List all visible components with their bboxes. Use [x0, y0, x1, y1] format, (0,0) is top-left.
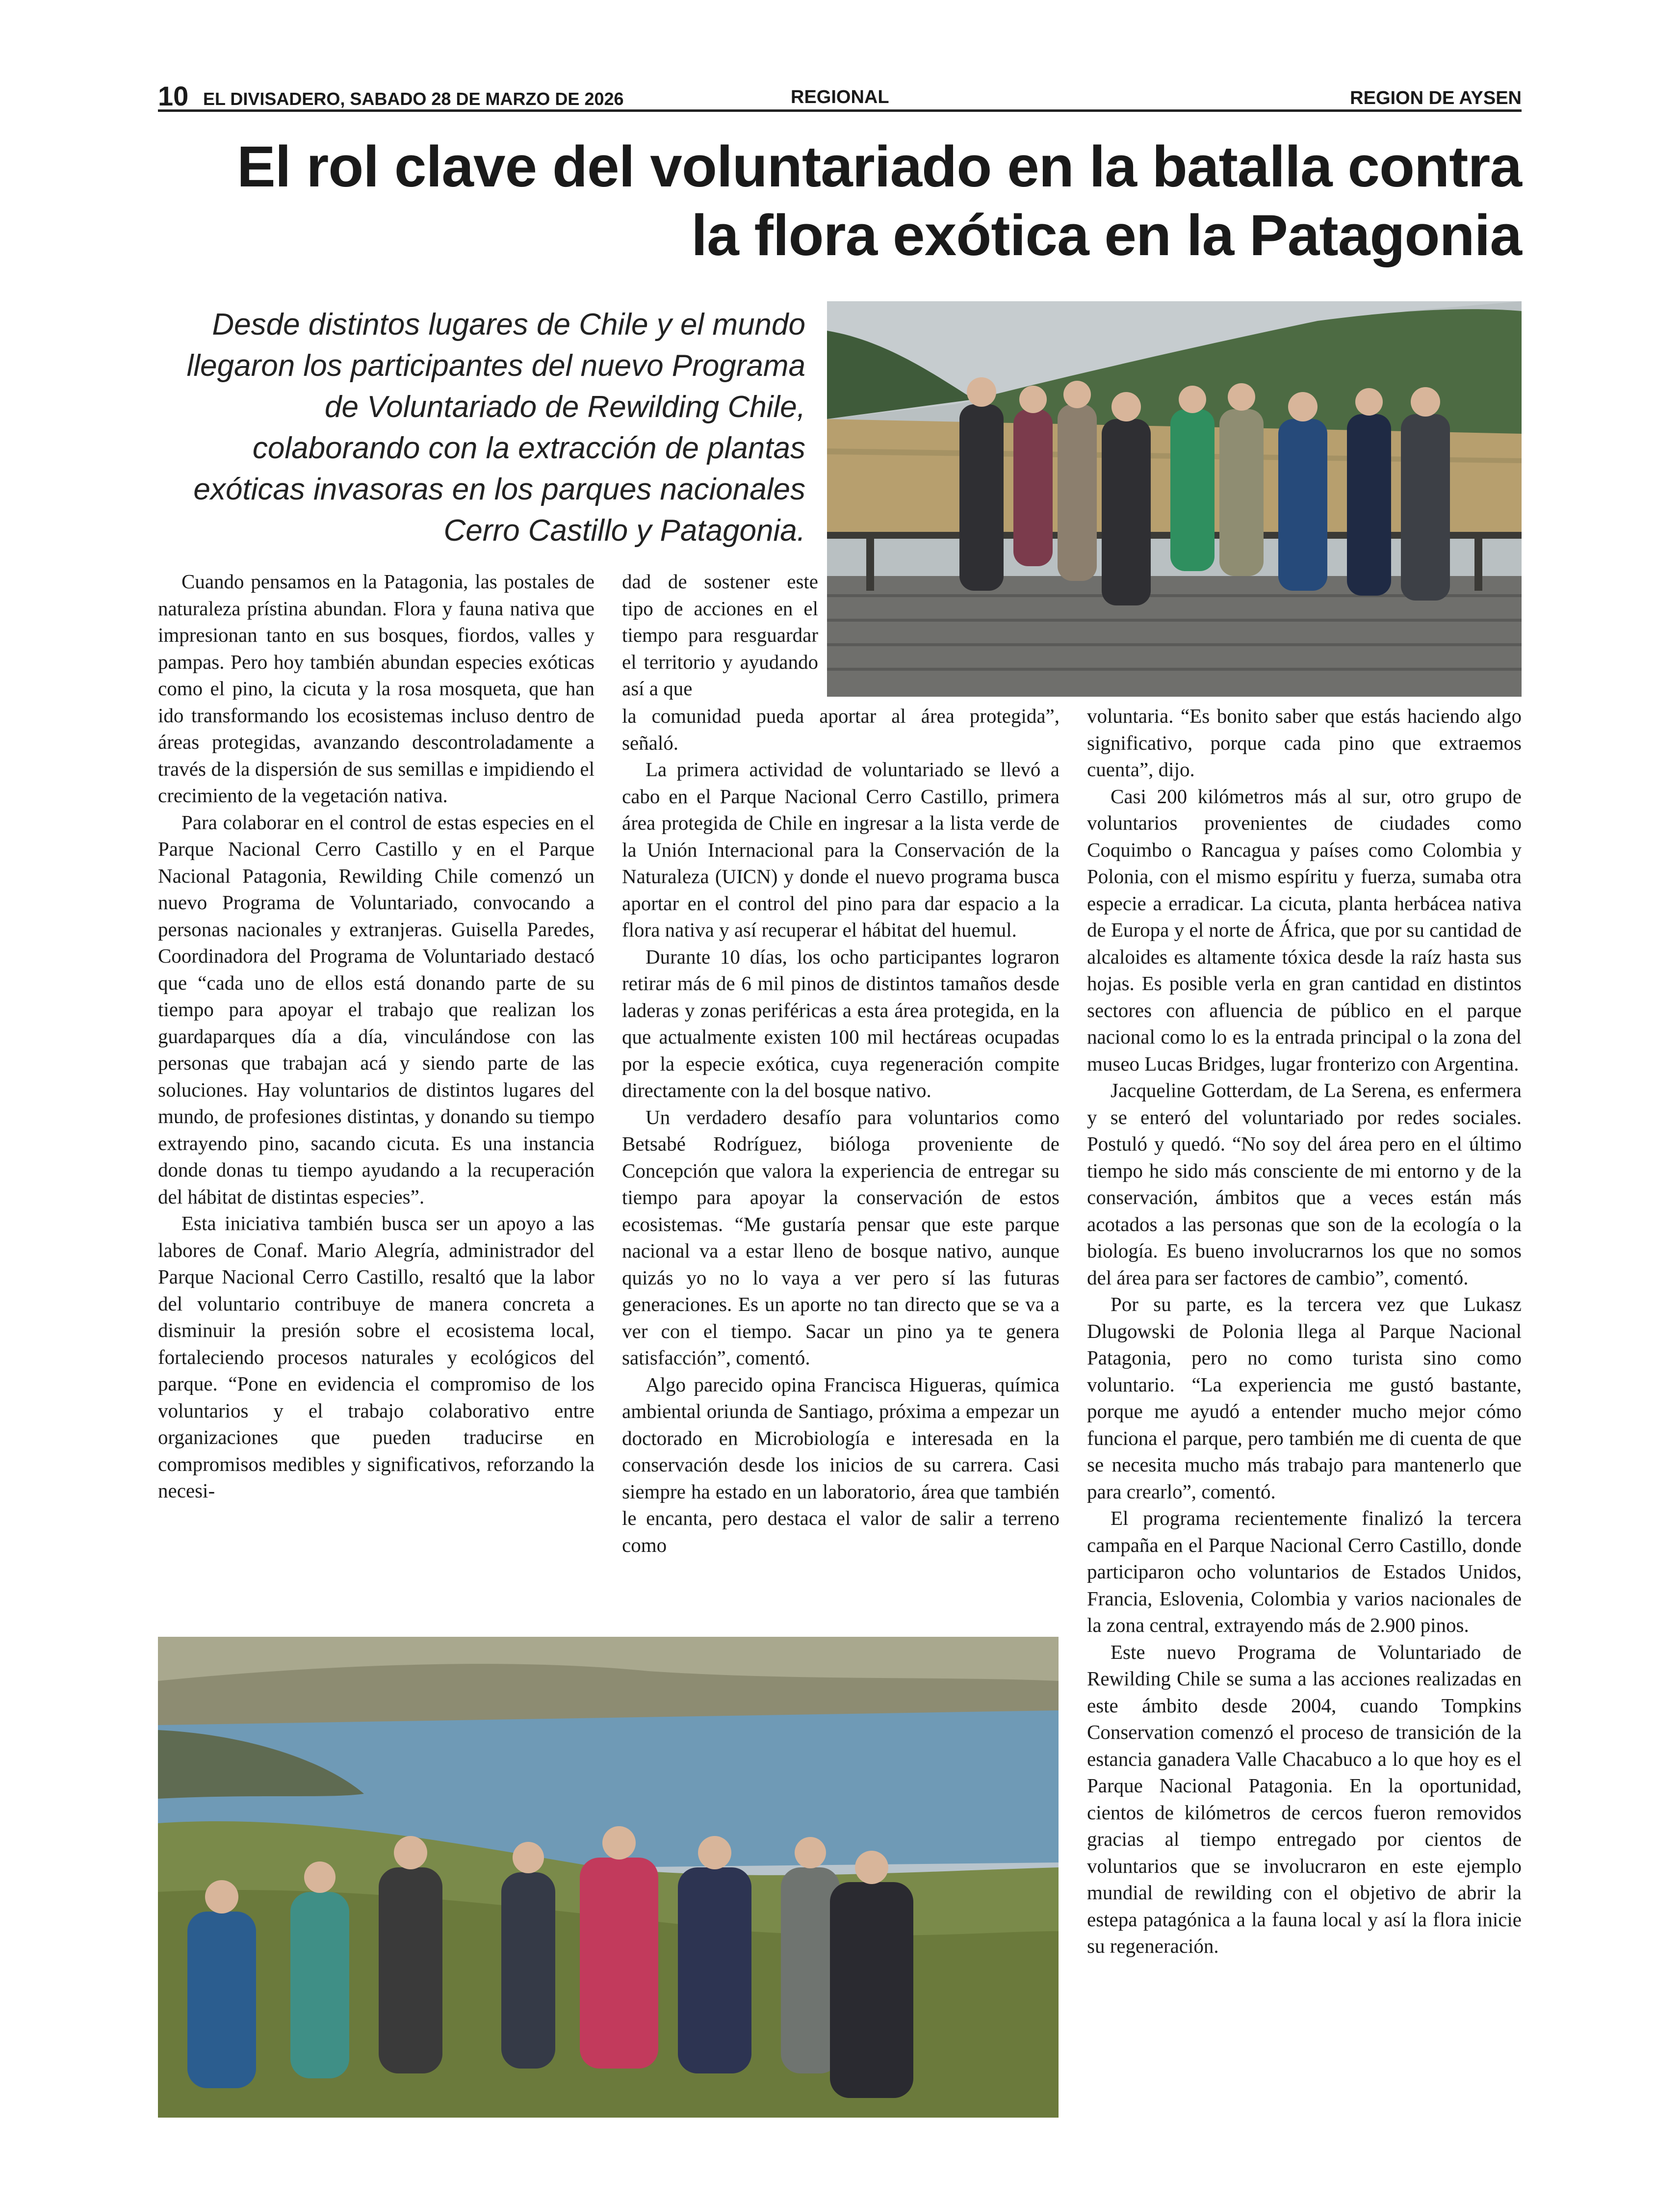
paragraph: Por su parte, es la tercera vez que Lukasz Dlugowski de Polonia llega al Parque Nacional Patagonia, pero no como turista sino como voluntario. “La experiencia me gustó bastante, porque me ayudó a entender mucho mejor cómo funciona el parque, pero también me di cuenta de que se necesita mucho más trabajo para mantenerlo que para crearlo”, comentó. [1087, 1293, 1522, 1503]
paragraph: Durante 10 días, los ocho participantes lograron retirar más de 6 mil pinos de distintos tamaños desde laderas y zonas periféricas a esta área protegida, en la que actualmente existen 100 mil hectáreas ocupadas por la especie exótica, cuya regeneración compite directamente con la del bosque nativo. [622, 945, 1060, 1101]
paragraph: Casi 200 kilómetros más al sur, otro grupo de voluntarios provenientes de ciudades como Coquimbo o Rancagua y países como Colombia y Polonia, con el mismo espíritu y fuerza, sumaba otra especie a erradicar. La cicuta, planta herbácea nativa de Europa y el norte de África, que por su cantidad de alcaloides es altamente tóxica desde la raíz hasta sus hojas. Es posible verla en gran cantidad en distintos sectores con afluencia de público en el parque nacional como lo es la entrada principal o la zona del museo Lucas Bridges, lugar fronterizo con Argentina. [1087, 785, 1522, 1075]
paragraph: Jacqueline Gotterdam, de La Serena, es enfermera y se enteró del voluntariado por redes sociales. Postuló y quedó. “No soy del área pero en el último tiempo he sido más consciente de mi entorno y de la conservación, ámbitos que a veces están más acotados a las personas que son de la ecología o la biología. Es bueno involucrarnos los que no somos del área para ser factores de cambio”, comentó. [1087, 1079, 1522, 1289]
headline-line-2: la flora exótica en la Patagonia [691, 203, 1522, 268]
paragraph: El programa recientemente finalizó la tercera campaña en el Parque Nacional Cerro Castillo, donde participaron ocho voluntarios de Estados Unidos, Francia, Eslovenia, Colombia y varios nacionales de la zona central, extrayendo más de 2.900 pinos. [1087, 1507, 1522, 1636]
volunteers-deck-photo [827, 301, 1522, 697]
newspaper-name-date: EL DIVISADERO, SABADO 28 DE MARZO DE 2026 [203, 89, 624, 109]
volunteers-hillside-illustration [158, 1637, 1059, 2118]
section-label: REGIONAL [791, 87, 889, 107]
paragraph: Algo parecido opina Francisca Higueras, química ambiental oriunda de Santiago, próxima a empezar un doctorado en Microbiología e interesada en la conservación desde los inicios de su carrera. Casi siempre ha estado en un laboratorio, área que también le encanta, pero destaca el valor de salir a terreno como [622, 1373, 1060, 1556]
paragraph: la comunidad pueda aportar al área protegida”, señaló. [622, 705, 1060, 754]
paragraph: Este nuevo Programa de Voluntariado de Rewilding Chile se suma a las acciones realizadas en este ámbito desde 2004, cuando Tompkins Conservation comenzó el proceso de transición de la estancia ganadera Valle Chacabuco a lo que hoy es el Parque Nacional Patagonia. En la oportunidad, cientos de kilómetros de cercos fueron removidos gracias al tiempo entregado por cientos de voluntarios que se involucraron en este ejemplo mundial de rewilding con el objetivo de abrir la estepa patagónica a la fauna local y así la flora inicie su regeneración. [1087, 1640, 1522, 1957]
paragraph: Para colaborar en el control de estas especies en el Parque Nacional Cerro Castillo y en el Parque Nacional Patagonia, Rewilding Chile comenzó un nuevo Programa de Voluntariado, convocando a personas nacionales y extranjeras. Guisella Paredes, Coordinadora del Programa de Voluntariado destacó que “cada uno de ellos está donando parte de su tiempo para apoyar el trabajo que realizan los guardaparques día a día, vinculándose con las personas que trabajan acá y siendo parte de las soluciones. Hay voluntarios de distintos lugares del mundo, de profesiones distintas, y donando su tiempo extrayendo pino, sacando cicuta. Es una instancia donde donas tu tiempo ayudando a la recuperación del hábitat de distintas especies”. [158, 811, 594, 1208]
page-header [158, 82, 1522, 112]
article-column-2-top [622, 568, 818, 702]
volunteers-hillside-photo [158, 1637, 1059, 2118]
volunteers-deck-illustration [827, 301, 1522, 697]
article-column-3 [1087, 703, 1522, 1960]
paragraph: Cuando pensamos en la Patagonia, las postales de naturaleza prístina abundan. Flora y fauna nativa que impresionan tanto en sus bosques, fiordos, valles y pampas. Pero hoy también abundan especies exóticas como el pino, la cicuta y la rosa mosqueta, que han ido transformando los ecosistemas incluso dentro de áreas protegidas, avanzando descontroladamente a través de la dispersión de sus semillas e impidiendo el crecimiento de la vegetación nativa. [158, 570, 594, 807]
headline [158, 132, 1522, 270]
paragraph: dad de sostener este tipo de acciones en el tiempo para resguardar el territorio y ayudando así a que [622, 570, 818, 700]
paragraph: voluntaria. “Es bonito saber que estás haciendo algo significativo, porque cada pino que extraemos cuenta”, dijo. [1087, 705, 1522, 781]
article-column-1 [158, 568, 594, 1504]
headline-line-1: El rol clave del voluntariado en la batalla contra [237, 134, 1522, 199]
region-label: REGION DE AYSEN [1350, 88, 1522, 108]
paragraph: Un verdadero desafío para voluntarios como Betsabé Rodríguez, bióloga proveniente de Concepción que valora la experiencia de entregar su tiempo para apoyar la conservación de estos ecosistemas. “Me gustaría pensar que este parque nacional va a estar lleno de bosque nativo, aunque quizás yo no lo vaya a ver pero sí las futuras generaciones. Es un aporte no tan directo que se va a ver con el tiempo. Sacar un pino ya te genera satisfacción”, comentó. [622, 1105, 1060, 1369]
paragraph: La primera actividad de voluntariado se llevó a cabo en el Parque Nacional Cerro Castillo, primera área protegida de Chile en ingresar a la lista verde de la Unión Internacional para la Conservación de la Naturaleza (UICN) y donde el nuevo programa busca aportar en el control del pino para dar espacio a la flora nativa y así recuperar el hábitat del huemul. [622, 758, 1060, 941]
article-column-2 [622, 703, 1060, 1558]
paragraph: Esta iniciativa también busca ser un apoyo a las labores de Conaf. Mario Alegría, administrador del Parque Nacional Cerro Castillo, resaltó que la labor del voluntario contribuye de manera concreta a disminuir la presión sobre el ecosistema local, fortaleciendo procesos naturales y ecológicos del parque. “Pone en evidencia el compromiso de los voluntarios y el trabajo colaborativo entre organizaciones que pueden traducirse en compromisos medibles y significativos, reforzando la necesi- [158, 1212, 594, 1502]
deck-subheadline: Desde distintos lugares de Chile y el mundo llegaron los participantes del nuevo Programa de Voluntariado de Rewilding Chile, colaborando con la extracción de plantas exóticas invasoras en los parques nacionales Cerro Castillo y Patagonia. [186, 308, 805, 548]
page-number: 10 [158, 80, 189, 111]
